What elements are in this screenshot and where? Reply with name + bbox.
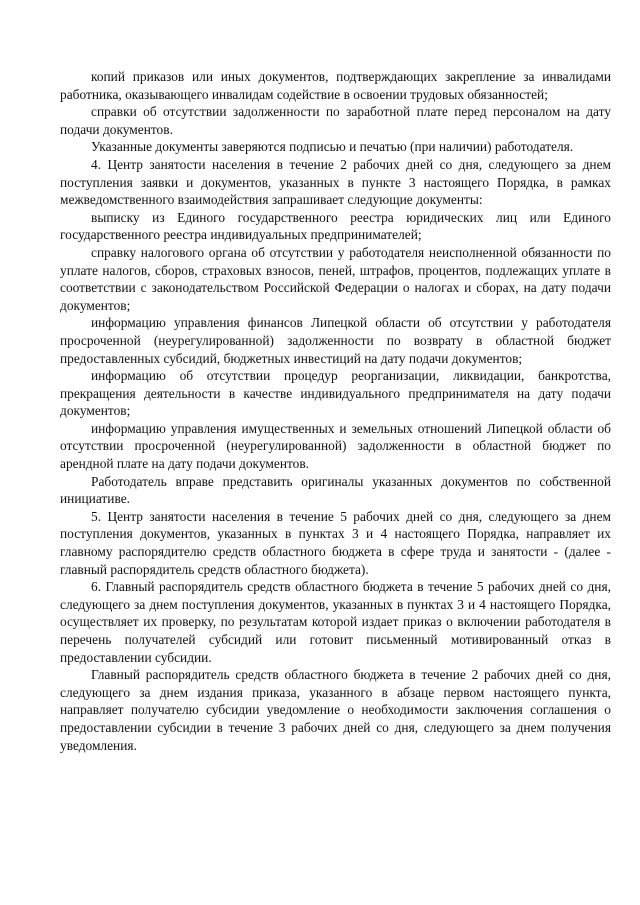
paragraph-finance-info: информацию управления финансов Липецкой области об отсутствии у работодателя просроченной (неурегулированной) задолженности по возврату в областной бюджет предоставленных субсидий, бюджетных инвестиций на дату подачи документов; <box>60 315 611 366</box>
paragraph-salary-debt-certificate: справки об отсутствии задолженности по заработной плате перед персоналом на дату подачи документов. <box>60 104 611 137</box>
paragraph-documents-certification: Указанные документы заверяются подписью и печатью (при наличии) работодателя. <box>91 139 574 155</box>
document-page <box>60 68 611 754</box>
paragraph-notification: Главный распорядитель средств областного бюджета в течение 2 рабочих дней со дня, следующего за днем издания приказа, указанного в абзаце первом настоящего пункта, направляет получателю субсидии уведомление о необходимости заключения соглашения о предоставлении субсидии в течение 3 рабочих дней со дня, следующего за днем получения уведомления. <box>60 667 611 753</box>
paragraph-property-info: информацию управления имущественных и земельных отношений Липецкой области об отсутствии просроченной (неурегулированной) задолженности в областной бюджет по арендной плате на дату подачи документов. <box>60 420 611 472</box>
paragraph-registry-extract: выписку из Единого государственного реестра юридических лиц или Единого государственного реестра индивидуальных предпринимателей; <box>60 209 611 243</box>
paragraph-copies-of-orders: копий приказов или иных документов, подтверждающих закрепление за инвалидами работника, оказывающего инвалидам содействие в освоении трудовых обязанностей; <box>60 69 611 102</box>
paragraph-item-6: 6. Главный распорядитель средств областного бюджета в течение 5 рабочих дней со дня, следующего за днем поступления документов, указанных в пунктах 3 и 4 настоящего Порядка, осуществляет их проверку, по результатам которой издает приказ о включении работодателя в перечень получателей субсидий или готовит письменный мотивированный отказ в предоставлении субсидии. <box>60 579 611 665</box>
paragraph-item-5: 5. Центр занятости населения в течение 5 рабочих дней со дня, следующего за днем поступления документов, указанных в пунктах 3 и 4 настоящего Порядка, направляет их главному распорядителю средств областного бюджета в сфере труда и занятости - (далее - главный распорядитель средств областного бюджета). <box>60 508 611 577</box>
paragraph-tax-certificate: справку налогового органа об отсутствии у работодателя неисполненной обязанности по уплате налогов, сборов, страховых взносов, пеней, штрафов, процентов, подлежащих уплате в соответствии с законодательством Российской Федерации о налогах и сборах, на дату подачи документов; <box>60 244 611 313</box>
paragraph-employer-originals: Работодатель вправе представить оригиналы указанных документов по собственной инициативе. <box>60 473 611 507</box>
paragraph-reorganization-info: информацию об отсутствии процедур реорганизации, ликвидации, банкротства, прекращения деятельности в качестве индивидуального предпринимателя на дату подачи документов; <box>60 368 611 419</box>
paragraph-item-4: 4. Центр занятости населения в течение 2 рабочих дней со дня, следующего за днем поступления заявки и документов, указанных в пункте 3 настоящего Порядка, в рамках межведомственного взаимодействия запрашивает следующие документы: <box>60 156 611 208</box>
